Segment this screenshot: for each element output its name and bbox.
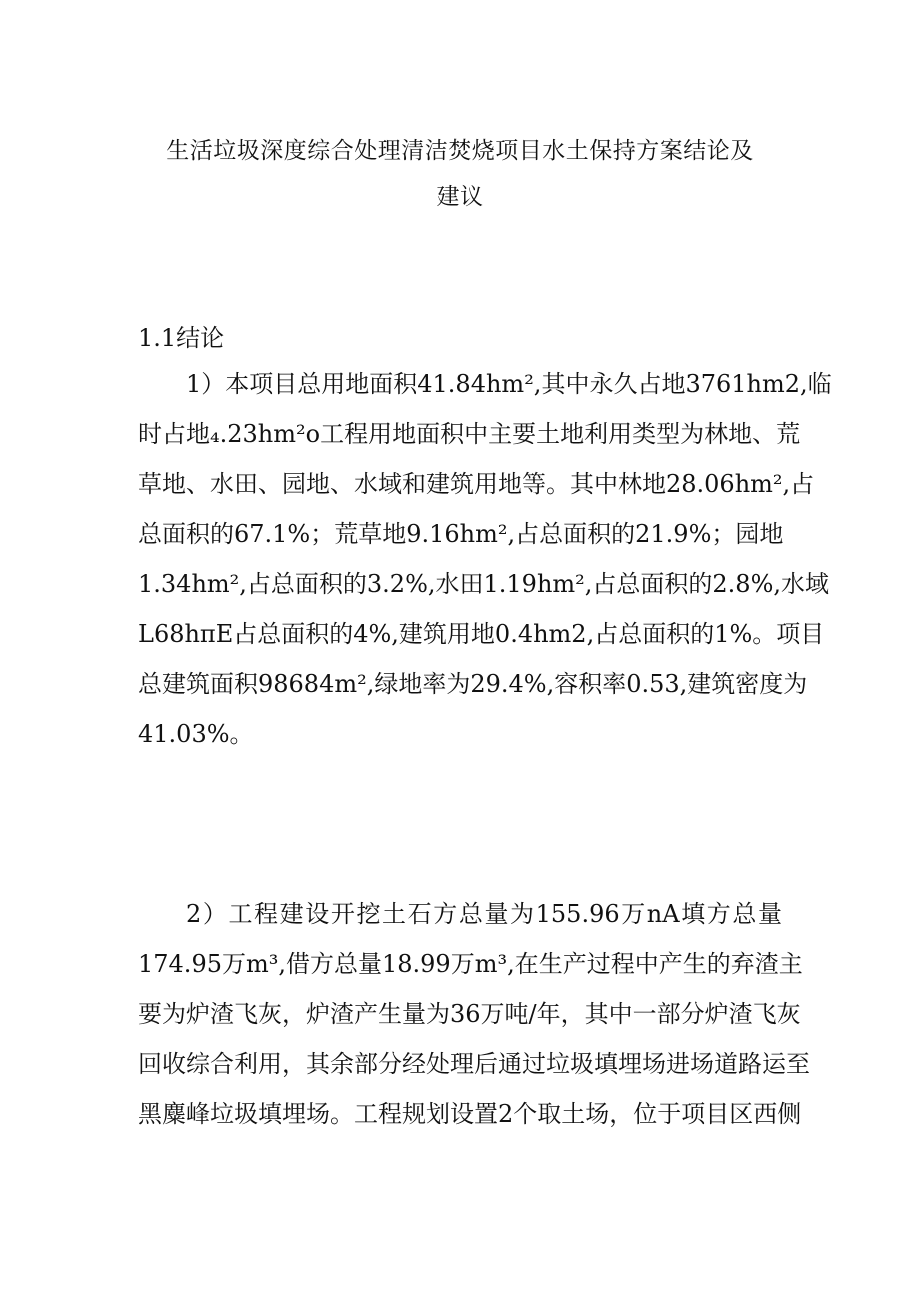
paragraph-2-line-5: 黑麋峰垃圾填埋场。工程规划设置2个取土场，位于项目区西侧 xyxy=(138,1100,802,1128)
paragraph-1-line-8: 41.03%。 xyxy=(138,720,254,748)
paragraph-1-line-7: 总建筑面积98684m²,绿地率为29.4%,容积率0.53,建筑密度为 xyxy=(138,670,808,698)
paragraph-1-line-5: 1.34hm²,占总面积的3.2%,水田1.19hm²,占总面积的2.8%,水域 xyxy=(138,570,830,598)
paragraph-1-line-2: 时占地₄.23hm²o工程用地面积中主要土地利用类型为林地、荒 xyxy=(138,420,801,448)
document-title xyxy=(100,128,820,220)
paragraph-2-line-3: 要为炉渣飞灰，炉渣产生量为36万吨/年，其中一部分炉渣飞灰 xyxy=(138,1000,801,1028)
section-heading: 1.1结论 xyxy=(138,324,225,352)
paragraph-2-line-1: 2）工程建设开挖土石方总量为155.96万nA填方总量 xyxy=(186,900,782,928)
paragraph-2-line-4: 回收综合利用，其余部分经处理后通过垃圾填埋场进场道路运至 xyxy=(138,1050,810,1078)
title-line-2: 建议 xyxy=(436,184,484,210)
paragraph-1-line-4: 总面积的67.1%；荒草地9.16hm²,占总面积的21.9%；园地 xyxy=(138,520,784,548)
paragraph-1-line-6: L68hπE占总面积的4%,建筑用地0.4hm2,占总面积的1%。项目 xyxy=(138,620,825,648)
paragraph-2-line-2: 174.95万m³,借方总量18.99万m³,在生产过程中产生的弃渣主 xyxy=(138,950,803,978)
title-line-1: 生活垃圾深度综合处理清洁焚烧项目水土保持方案结论及 xyxy=(166,138,754,164)
paragraph-1-line-3: 草地、水田、园地、水域和建筑用地等。其中林地28.06hm²,占 xyxy=(138,470,815,498)
paragraph-1-line-1: 1）本项目总用地面积41.84hm²,其中永久占地3761hm2,临 xyxy=(186,370,832,398)
